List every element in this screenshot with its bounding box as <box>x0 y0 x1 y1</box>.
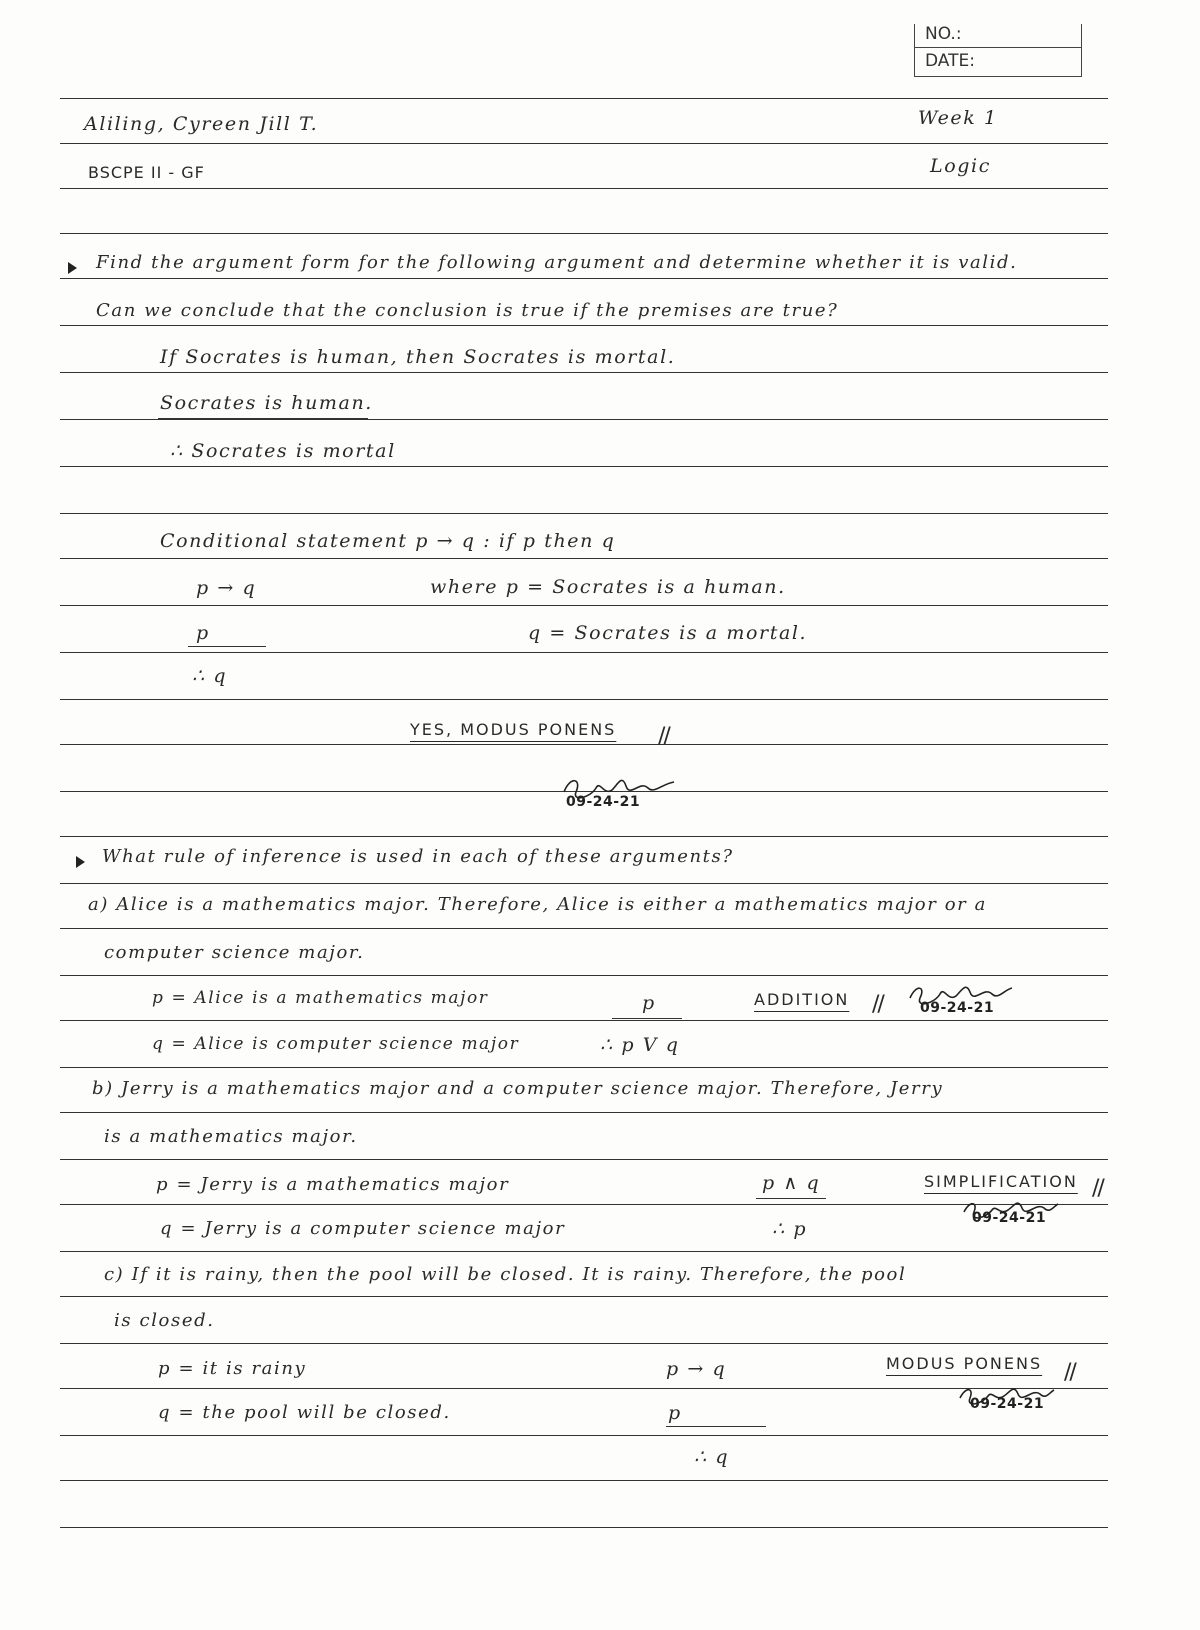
form-underline <box>188 646 266 647</box>
signature-q2a <box>906 978 1016 1014</box>
ruled-line <box>60 325 1108 326</box>
ruled-line <box>60 233 1108 234</box>
ruled-line <box>60 1067 1108 1068</box>
q1-form-line-3: ∴ q <box>192 665 228 687</box>
ruled-line <box>60 558 1108 559</box>
q2a-answer-mark: // <box>872 992 883 1017</box>
course-section: BSCPE II - GF <box>88 163 205 182</box>
ruled-line <box>60 1388 1108 1389</box>
q1-form-line-1: p → q <box>196 577 257 599</box>
ruled-line <box>60 278 1108 279</box>
stamp-no-label: NO.: <box>925 24 962 44</box>
q1-prompt: Find the argument form for the following argument and determine whether it is valid. <box>96 252 1018 273</box>
q1-premise-1: If Socrates is human, then Socrates is mortal. <box>160 346 676 368</box>
q2-prompt: What rule of inference is used in each of these arguments? <box>102 846 734 867</box>
signature-q1 <box>560 770 680 810</box>
q2b-q: q = Jerry is a computer science major <box>160 1218 566 1239</box>
q2c-form-3: ∴ q <box>694 1446 730 1468</box>
stamp-date-label: DATE: <box>925 51 975 71</box>
ruled-line <box>60 836 1108 837</box>
q1-conclusion: ∴ Socrates is mortal <box>170 440 396 462</box>
q2c-text: c) If it is rainy, then the pool will be closed. It is rainy. Therefore, the pool <box>104 1264 907 1285</box>
q2a-form-2: ∴ p V q <box>600 1034 680 1056</box>
q2a-form-1: p <box>642 992 656 1014</box>
q1-conditional-statement: Conditional statement p → q : if p then q <box>160 530 616 552</box>
form-underline <box>612 1018 682 1019</box>
q2b-form-2: ∴ p <box>772 1218 808 1240</box>
ruled-line <box>60 1435 1108 1436</box>
no-date-stamp <box>914 24 1082 77</box>
ruled-line <box>60 1020 1108 1021</box>
q2c-text-continued: is closed. <box>114 1310 215 1331</box>
ruled-line <box>60 466 1108 467</box>
subject-label: Logic <box>930 155 991 177</box>
ruled-line <box>60 699 1108 700</box>
q2c-form-1: p → q <box>666 1358 727 1380</box>
q2c-answer: MODUS PONENS <box>886 1354 1043 1373</box>
ruled-line <box>60 1343 1108 1344</box>
q2a-text: a) Alice is a mathematics major. Therefore, Alice is either a mathematics major or a <box>88 894 988 915</box>
ruled-line <box>60 1527 1108 1528</box>
premise-underline <box>158 418 368 419</box>
signature-q2c <box>956 1382 1056 1412</box>
ruled-line <box>60 1251 1108 1252</box>
student-name: Aliling, Cyreen Jill T. <box>84 113 319 135</box>
q2b-answer: SIMPLIFICATION <box>924 1172 1078 1191</box>
ruled-line <box>60 605 1108 606</box>
q1-answer: YES, MODUS PONENS <box>410 720 617 739</box>
q2a-p: p = Alice is a mathematics major <box>152 988 489 1008</box>
ruled-line <box>60 744 1108 745</box>
q2c-answer-mark: // <box>1064 1360 1075 1385</box>
stamp-divider <box>915 47 1081 48</box>
week-label: Week 1 <box>918 107 998 129</box>
q1-prompt-continued: Can we conclude that the conclusion is true if the premises are true? <box>96 300 839 321</box>
ruled-line <box>60 652 1108 653</box>
q2a-q: q = Alice is computer science major <box>152 1034 520 1054</box>
ruled-line <box>60 1296 1108 1297</box>
q1-where-p: where p = Socrates is a human. <box>430 576 786 598</box>
ruled-line <box>60 98 1108 99</box>
ruled-line <box>60 975 1108 976</box>
ruled-line <box>60 883 1108 884</box>
q2b-text-continued: is a mathematics major. <box>104 1126 358 1147</box>
bullet-icon <box>68 262 77 274</box>
signature-date: 09-24-21 <box>566 794 641 810</box>
signature-date: 09-24-21 <box>970 1396 1045 1412</box>
ruled-line <box>60 143 1108 144</box>
bullet-icon <box>76 856 85 868</box>
signature-q2b <box>960 1196 1060 1226</box>
q2a-text-continued: computer science major. <box>104 942 365 963</box>
ruled-line <box>60 1159 1108 1160</box>
q2b-p: p = Jerry is a mathematics major <box>156 1174 510 1195</box>
q2a-answer: ADDITION <box>754 990 850 1009</box>
signature-date: 09-24-21 <box>972 1210 1047 1226</box>
ruled-line <box>60 1480 1108 1481</box>
signature-date: 09-24-21 <box>920 1000 995 1016</box>
q2b-text: b) Jerry is a mathematics major and a computer science major. Therefore, Jerry <box>92 1078 944 1099</box>
q2c-form-2: p <box>668 1402 682 1424</box>
ruled-line <box>60 928 1108 929</box>
ruled-line <box>60 1112 1108 1113</box>
q2b-form-1: p ∧ q <box>762 1172 821 1194</box>
ruled-line <box>60 188 1108 189</box>
q1-form-line-2: p <box>196 622 210 644</box>
q2b-answer-mark: // <box>1092 1176 1103 1201</box>
q2c-p: p = it is rainy <box>158 1358 307 1379</box>
q1-answer-mark: // <box>658 724 669 749</box>
q1-where-q: q = Socrates is a mortal. <box>528 622 808 644</box>
ruled-line <box>60 513 1108 514</box>
ruled-line <box>60 372 1108 373</box>
form-underline <box>666 1426 766 1427</box>
q1-premise-2: Socrates is human. <box>160 392 373 414</box>
form-underline <box>756 1198 826 1199</box>
q2c-q: q = the pool will be closed. <box>158 1402 451 1423</box>
ruled-line <box>60 1204 1108 1205</box>
